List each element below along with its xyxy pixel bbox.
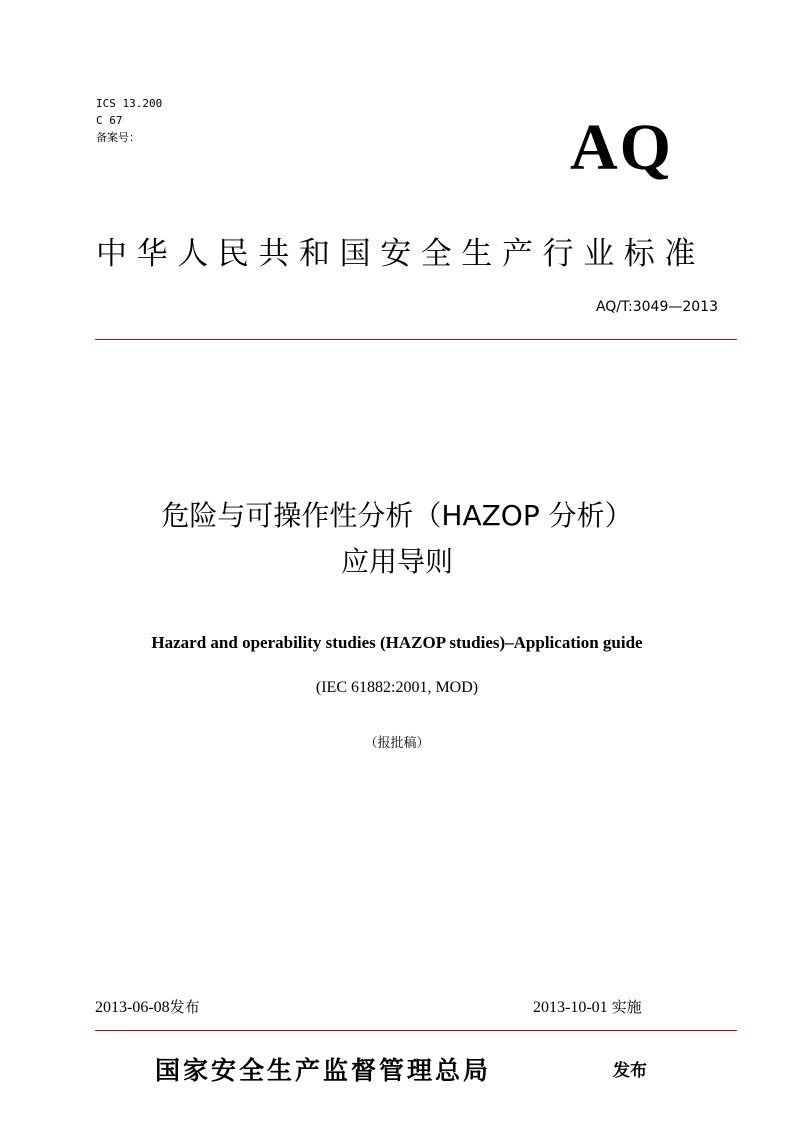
issue-date <box>95 997 200 1018</box>
issue-date-value: 2013-06-08 <box>95 999 170 1016</box>
effective-date <box>533 997 642 1018</box>
ics-code: ICS 13.200 <box>96 97 163 110</box>
ccs-code: C 67 <box>96 114 123 127</box>
issuing-authority: 国家安全生产监督管理总局 <box>155 1056 492 1085</box>
effective-date-value: 2013-10-01 <box>533 999 608 1016</box>
document-title-en: Hazard and operability studies (HAZOP studies)–Application guide <box>151 633 643 652</box>
aq-logo: AQ <box>570 111 673 184</box>
document-title-zh-line1: 危险与可操作性分析（HAZOP 分析） <box>161 499 633 532</box>
publish-label: 发布 <box>613 1061 647 1081</box>
issue-date-label: 发布 <box>169 998 200 1016</box>
header-divider <box>95 339 737 340</box>
effective-date-label: 实施 <box>611 998 642 1016</box>
standard-title: 中华人民共和国安全生产行业标准 <box>96 236 705 272</box>
filing-number-label: 备案号： <box>96 131 140 144</box>
document-title-zh-line2: 应用导则 <box>340 545 453 578</box>
iec-reference: (IEC 61882:2001, MOD) <box>315 679 479 696</box>
draft-status: （报批稿） <box>364 736 430 751</box>
standard-code: AQ/T:3049—2013 <box>595 299 718 315</box>
footer-divider <box>95 1030 737 1031</box>
